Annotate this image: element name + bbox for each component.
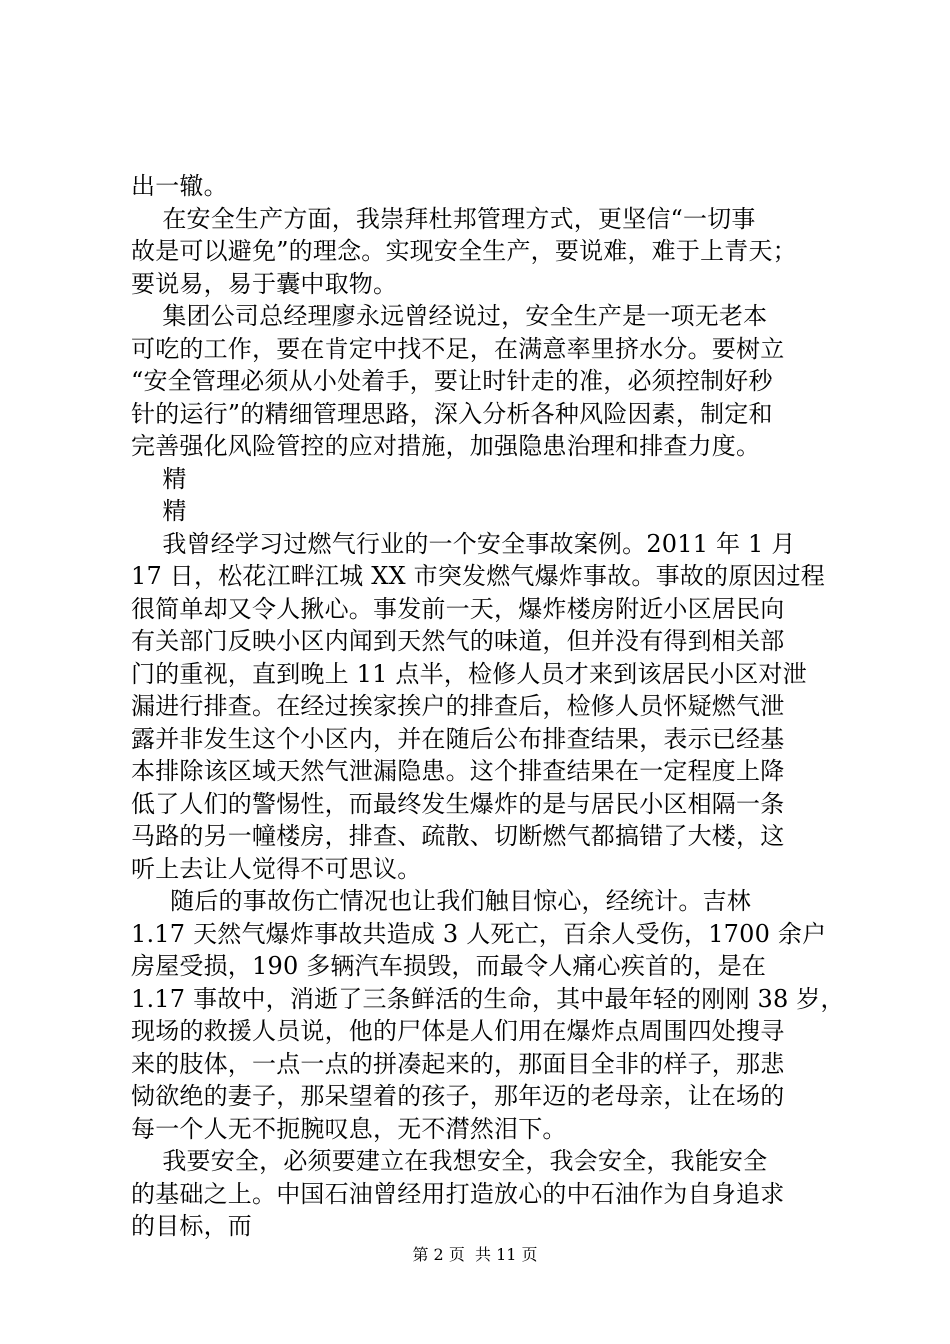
text-line: 听上去让人觉得不可思议。 [131,854,422,883]
text-line: 我要安全，必须要建立在我想安全，我会安全，我能安全 [131,1147,768,1175]
text-line: 1.17 天然气爆炸事故共造成 3 人死亡，百余人受伤，1700 余户 [131,919,827,948]
text-line: 随后的事故伤亡情况也让我们触目惊心，经统计。吉林 [131,887,751,915]
text-line: 在安全生产方面，我崇拜杜邦管理方式，更坚信“一切事 [131,204,756,233]
document-body [131,170,845,1243]
text-line: 来的肢体，一点一点的拼凑起来的，那面目全非的样子，那悲 [131,1049,785,1078]
text-line: 门的重视，直到晚上 11 点半，检修人员才来到该居民小区对泄 [131,659,807,688]
text-line: 精 [131,464,187,493]
text-line: 的目标，而 [131,1212,252,1240]
text-line: 低了人们的警惕性，而最终发生爆炸的是与居民小区相隔一条 [131,789,785,818]
text-line: 要说易，易于囊中取物。 [131,269,398,298]
text-line: 房屋受损，190 多辆汽车损毁，而最令人痛心疾首的，是在 [131,952,767,980]
text-line: 集团公司总经理廖永远曾经说过，安全生产是一项无老本 [131,302,768,330]
text-line: 的基础之上。中国石油曾经用打造放心的中石油作为自身追求 [131,1179,785,1208]
text-line: 故是可以避免”的理念。实现安全生产，要说难，难于上青天； [131,237,797,265]
text-line: 我曾经学习过燃气行业的一个安全事故案例。2011 年 1 月 [131,529,796,558]
text-line: 很简单却又令人揪心。事发前一天，爆炸楼房附近小区居民向 [131,594,785,623]
text-line: 每一个人无不扼腕叹息，无不潸然泪下。 [131,1114,567,1143]
text-line: 漏进行排查。在经过挨家挨户的排查后，检修人员怀疑燃气泄 [131,692,785,720]
page-footer [0,1245,950,1265]
text-line: 马路的另一幢楼房，排查、疏散、切断燃气都搞错了大楼，这 [131,822,785,850]
text-line: 恸欲绝的妻子，那呆望着的孩子，那年迈的老母亲，让在场的 [131,1082,785,1110]
text-line: 露并非发生这个小区内，并在随后公布排查结果，表示已经基 [131,724,785,753]
text-line: 精 [131,497,187,525]
text-line: 现场的救援人员说，他的尸体是人们用在爆炸点周围四处搜寻 [131,1017,785,1045]
page-number: 第 2 页 共 11 页 [412,1245,538,1264]
text-line: 本排除该区域天然气泄漏隐患。这个排查结果在一定程度上降 [131,757,785,785]
text-line: 完善强化风险管控的应对措施，加强隐患治理和排查力度。 [131,432,761,460]
text-line: 1.17 事故中，消逝了三条鲜活的生命，其中最年轻的刚刚 38 岁， [131,984,845,1013]
text-line: 有关部门反映小区内闻到天然气的味道，但并没有得到相关部 [131,627,785,655]
text-line: 可吃的工作，要在肯定中找不足，在满意率里挤水分。要树立 [131,334,785,363]
text-line: 出一辙。 [131,172,228,200]
text-line: 针的运行”的精细管理思路，深入分析各种风险因素，制定和 [131,399,773,428]
text-line: “安全管理必须从小处着手，要让时针走的准，必须控制好秒 [131,367,773,395]
text-line: 17 日，松花江畔江城 XX 市突发燃气爆炸事故。事故的原因过程 [131,562,825,590]
